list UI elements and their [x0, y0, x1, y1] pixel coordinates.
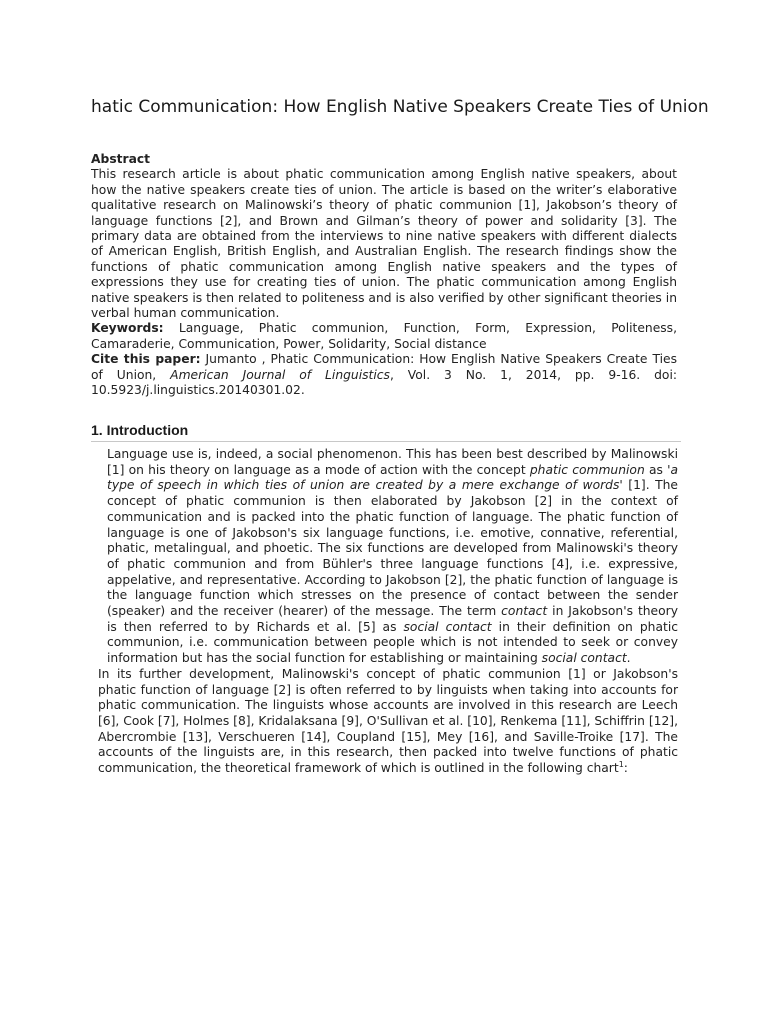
- citation-line: [91, 352, 677, 398]
- paragraph-1: [107, 447, 678, 667]
- footnote-marker: 1: [618, 759, 624, 769]
- section-divider: [91, 441, 681, 442]
- p1-text-a: Language use is, indeed, a social phenomenon. This has been best described by Malinowski [1] on his theory on language as a mode of action with the concept: [107, 447, 678, 477]
- cite-journal: American Journal of Linguistics: [170, 367, 390, 382]
- keywords-text: Language, Phatic communion, Function, Form, Expression, Politeness, Camaraderie, Communication, Power, Solidarity, Social distance: [91, 321, 677, 351]
- p2-text: In its further development, Malinowski's concept of phatic communion [1] or Jakobson's phatic function of language [2] is often referred to by linguists when taking into accounts for phatic communication. The linguists whose accounts are involved in this research are Leech [6], Cook [7], Holmes [8], Kridalaksana [9], O'Sullivan et al. [10], Renkema [11], Schiffrin [12], Abercrombie [13], Verschueren [14], Coupland [15], Mey [16], and Saville-Troike [17]. The accounts of the linguists are, in this research, then packed into twelve functions of phatic communication, the theoretical framework of which is outlined in the following chart: [98, 666, 678, 776]
- p1-term-social-contact-2: social contact: [541, 651, 627, 666]
- keywords-label: Keywords:: [91, 321, 164, 336]
- abstract-text: This research article is about phatic communication among English native speakers, about how the native speakers create ties of union. The article is based on the writer’s elaborative qualitative research on Malinowski’s theory of phatic communion [1], Jakobson’s theory of language functions [2], and Brown and Gilman’s theory of power and solidarity [3]. The primary data are obtained from the interviews to nine native speakers with different dialects of American English, British English, and Australian English. The research findings show the functions of phatic communication among English native speakers and the types of expressions they use for creating ties of union. The phatic communication among English native speakers is then related to politeness and is also verified by other significant theories in verbal human communication.: [91, 167, 677, 321]
- section-body: [98, 447, 679, 777]
- p1-text-d: in Jakobson's theory is then referred to by Richards et al. [5] as: [107, 604, 678, 634]
- paragraph-2: [98, 667, 678, 777]
- section-heading: 1. Introduction: [91, 422, 189, 438]
- p2-end: :: [623, 761, 628, 776]
- abstract-block: [91, 152, 677, 399]
- cite-text-1: Jumanto , Phatic Communication: How English Native Speakers Create Ties of Union,: [91, 352, 677, 382]
- p1-term-phatic-communion: phatic communion: [529, 462, 645, 477]
- p1-term-social-contact: social contact: [403, 619, 492, 634]
- p1-text-f: .: [626, 651, 631, 666]
- paper-title: hatic Communication: How English Native Speakers Create Ties of Union: [91, 97, 709, 117]
- keywords-line: [91, 321, 677, 352]
- p1-text-c: [1]. The concept of phatic communion is then elaborated by Jakobson [2] in the context of communication and is packed into the phatic function of language. The phatic function of language is one of Jakobson's six language functions, i.e. emotive, connative, referential, phatic, metalingual, and phoetic. The six functions are developed from Malinowski's theory of phatic communion and from Bühler's three language functions [4], i.e. expressive, appelative, and representative. According to Jakobson [2], the phatic function of language is the language function which stresses on the presence of contact between the sender (speaker) and the receiver (hearer) of the message. The term: [107, 478, 678, 619]
- cite-label: Cite this paper:: [91, 352, 201, 367]
- abstract-heading: Abstract: [91, 152, 151, 166]
- p1-term-contact: contact: [501, 604, 548, 619]
- p1-text-b: as: [644, 462, 668, 477]
- p1-quote: 'a type of speech in which ties of union are created by a mere exchange of words': [107, 462, 678, 493]
- cite-text-2: , Vol. 3 No. 1, 2014, pp. 9-16. doi: 10.5923/j.linguistics.20140301.02.: [91, 367, 678, 398]
- p1-text-e: in their definition on phatic communion, i.e. communication between people which is not intended to seek or convey information but has the social function for establishing or maintaining: [107, 619, 679, 666]
